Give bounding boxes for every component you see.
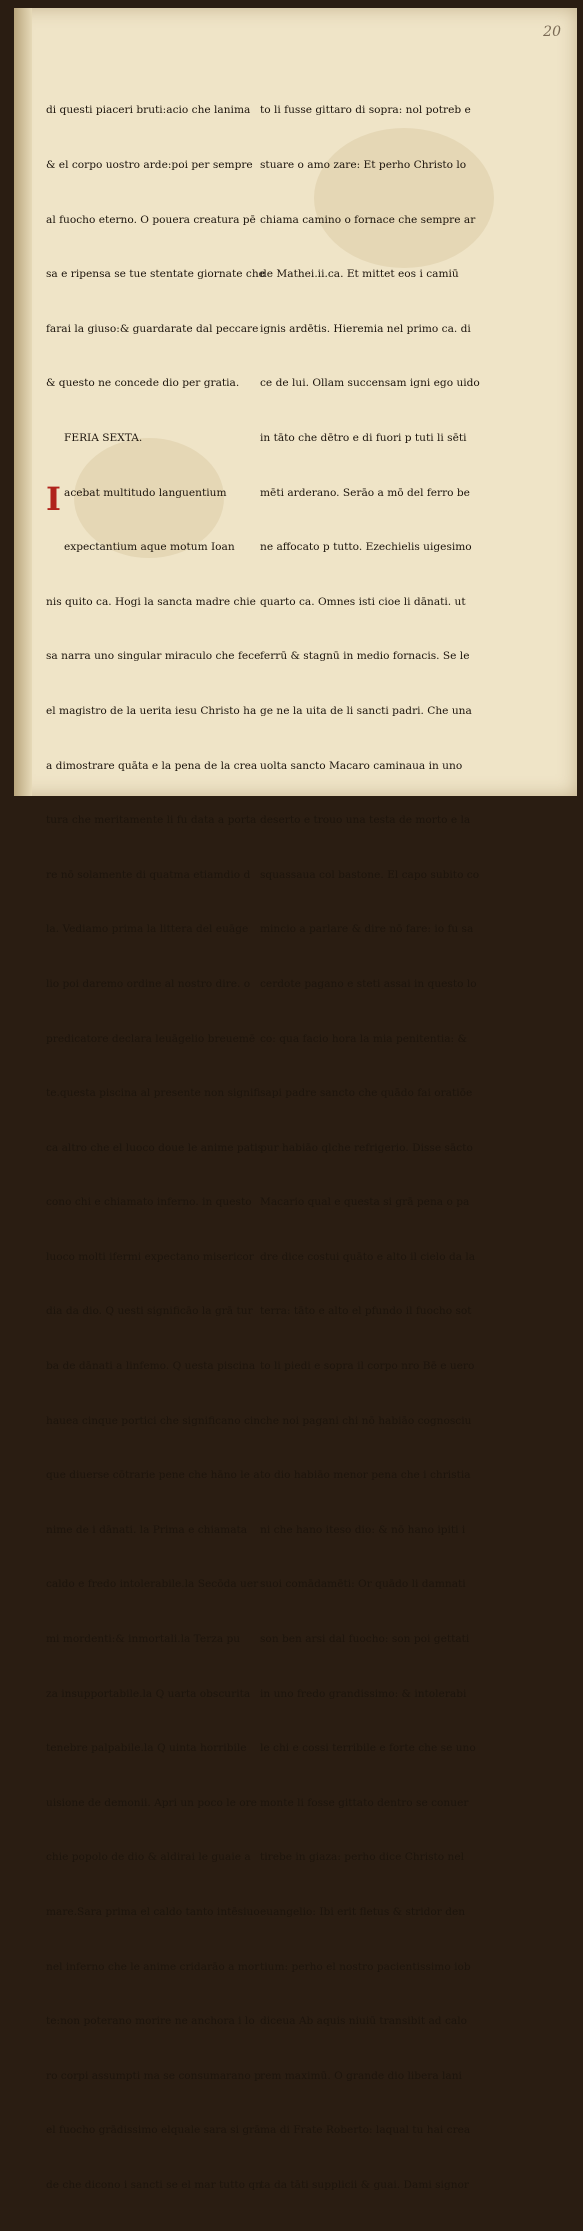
text-line: in uno fredo grandissimo: & intolerabi	[260, 1687, 467, 1700]
manuscript-page	[14, 8, 577, 2191]
text-line: diceua Ab aquis niuiū transibit ad calo	[260, 2015, 467, 2028]
text-line: che noi pagani chi nō habiāo cognosciu	[260, 1414, 472, 1427]
text-line: ro corpi assumpti ma se consumarano p	[46, 2069, 261, 2082]
text-line: to dio habiāo menor pena che i christia	[260, 1469, 471, 1482]
text-line: ma di Frate Roberto: laqual tu hai crea	[260, 2124, 471, 2137]
text-line: predicatore declara leuāgelio breuemē	[46, 1032, 256, 1045]
text-line: nis quito ca. Hogi la sancta madre chie	[46, 595, 256, 608]
text-line: co: qua facio hora la mia penitentia: &	[260, 1032, 467, 1045]
text-line: ni che hano iteso dio: & nō hano ipiti i	[260, 1523, 466, 1536]
text-line: nel inferno che le anime cridarāo a mor	[46, 1960, 260, 1973]
text-line: za insupportabile.la Q uarta obscurita	[46, 1687, 251, 1700]
text-line: deserto e trouo una testa de morto e la	[260, 814, 471, 827]
text-line: al fuocho eterno. O pouera creatura pē	[46, 213, 256, 226]
text-line: rem maximū. O grande dio libera lani	[260, 2069, 462, 2082]
text-line: re nō solamente di quatma etiamdio d	[46, 868, 251, 881]
left-text-column	[46, 65, 265, 2231]
book-gutter	[14, 8, 32, 796]
text-line: de che dicono i sancti se el mar tutto qn	[46, 2178, 262, 2191]
text-line: & el corpo uostro arde:poi per sempre	[46, 159, 253, 171]
text-line: ta da tāti supplicii & guai. Dami signor	[260, 2178, 469, 2191]
text-line: hauea cinque portici che significano cin	[46, 1414, 261, 1427]
text-line: uolta sancto Macaro caminaua in uno	[260, 759, 463, 772]
text-line: ca altro che el luoco doue le anime patis	[46, 1141, 264, 1154]
text-line-with-initial: I acebat multitudo languentium	[46, 479, 227, 518]
text-line: lio poi daremo ordine al nostro dire. o	[46, 977, 251, 990]
text-line: di questi piaceri bruti:acio che lanima	[46, 104, 251, 117]
text-line: squassaua col bastone. El capo subito co	[260, 868, 480, 881]
text-line: que diuerse cōtrarie pene che hāno le a	[46, 1469, 260, 1482]
text-line: mare.Sara prima el caldo tanto intēsiuo	[46, 1906, 260, 1918]
text-line: te:non poterano morire ne anchora i lo	[46, 2015, 255, 2028]
text-line: in tāto che dētro e di fuori p tuti li sēti	[260, 431, 467, 444]
text-line: expectantium aque motum Ioan	[64, 541, 235, 554]
text-line: te.questa piscina al presente non signifi	[46, 1087, 261, 1100]
text-line: mi mordenti:& inmortali.la Terza pu	[46, 1633, 241, 1646]
text-line: quarto ca. Omnes isti cioe li dānati. ut	[260, 595, 466, 608]
text-line: la. Vediamo prima la littera del euāge	[46, 923, 249, 936]
text-line: dia da dio. Q uesti significāo la grā tur	[46, 1305, 253, 1318]
text-line: mēti arderano. Serāo a mō del ferro be	[260, 486, 470, 499]
text-line: to li piedi e sopra il corpo nro Bē e uero	[260, 1360, 475, 1373]
text-line: tium: perho el nostro pacientissimo iob	[260, 1960, 471, 1973]
text-line: tirebe in giaza: perho dice Christo nel	[260, 1851, 465, 1864]
text-line: mincio a parlare & dire nō fare: io fu sa	[260, 923, 474, 936]
text-line: suoi comādamēti: Or quādo li damnati	[260, 1578, 466, 1591]
text-line: el fuocho grādissimo elquale sara si grā	[46, 2124, 261, 2137]
text-line: chie popolo de dio & aldirai le guaie a	[46, 1851, 251, 1864]
text-line: son ben arsi dal fuocho: son poi gettati	[260, 1633, 470, 1646]
text-line: to li fusse gittaro di sopra: nol potreb e	[260, 104, 471, 117]
text-line: luoco molti ifermi expectano misericor	[46, 1250, 254, 1263]
text-line: monte li fosse gittato dentro se conuer	[260, 1796, 469, 1809]
text-line: sa e ripensa se tue stentate giornate che	[46, 268, 265, 281]
rubricated-initial: I	[46, 479, 61, 518]
right-text-column	[260, 65, 492, 2231]
text-line: tenebre palpabile.la Q uinta horribile	[46, 1742, 247, 1755]
text-line: le chi e cossi terribile e forte che se uno	[260, 1742, 476, 1755]
text-line: ignis ardētis. Hieremia nel primo ca. di	[260, 322, 471, 335]
text-line: ge ne la uita de li sancti padri. Che una	[260, 704, 472, 717]
text-line: ba de dānati a linfemo. Q uesta piscina	[46, 1360, 256, 1373]
text-line: chiama camino o fornace che sempre ar	[260, 213, 476, 226]
text-line: & questo ne concede dio per gratia.	[46, 377, 240, 390]
text-line: ce de lui. Ollam succensam igni ego uido	[260, 377, 480, 390]
folio-number: 20	[543, 24, 561, 40]
text-line: ferrū & stagnū in medio fornacis. Se le	[260, 650, 470, 663]
text-line: terra: tāto e alto el pfundo il fuocho sot	[260, 1305, 472, 1318]
text-line: tura che meritamente li fu data a porta	[46, 814, 257, 827]
text-line: uisione de demonii. Apri un poco le ore	[46, 1796, 257, 1809]
text-line: ne affocato p tutto. Ezechielis uigesimo	[260, 541, 472, 554]
text-line: de Mathei.ii.ca. Et mittet eos i camiū	[260, 268, 459, 281]
text-line: sapi padre sancto che quādo fai oratiōe	[260, 1087, 473, 1100]
text-line: sa narra uno singular miraculo che fece	[46, 650, 261, 663]
text-line: cerdote pagano e steti assai in questo lo	[260, 977, 477, 990]
text-line: nime de i dānati. la Prima e chiamata	[46, 1523, 248, 1536]
text-line: el magistro de la uerita iesu Christo ha	[46, 704, 257, 717]
text-line: a dimostrare quāta e la pena de la crea	[46, 759, 258, 772]
text-line: pur habiāo qlche refrigerio. Disse sācto	[260, 1141, 473, 1154]
text-line: cono chi e chiamato inferno. in questo	[46, 1196, 252, 1209]
text-line: farai la giuso:& guardarate dal peccare	[46, 322, 259, 335]
section-heading: FERIA SEXTA.	[64, 431, 143, 444]
text-line: stuare o amo zare: Et perho Christo lo	[260, 159, 467, 171]
text-line: dre dice costui quāto e alto il cielo da la	[260, 1250, 476, 1263]
text-line: Macario qual e questa si grā pena o pa	[260, 1196, 470, 1209]
text-line: euangelio: Ibi erit fletus & stridor den	[260, 1906, 466, 1918]
text-line: caldo e fredo intolerabile.la Secōda uer	[46, 1578, 259, 1591]
